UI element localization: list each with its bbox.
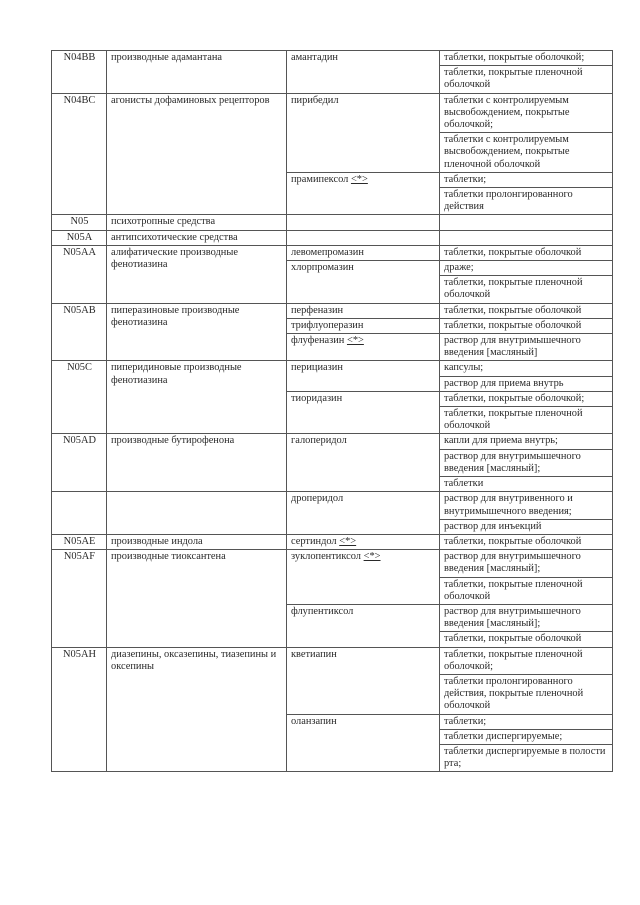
dosage-form: таблетки с контролируемым высвобождением, покрытые оболочкой;: [444, 94, 570, 131]
drug-name: оланзапин: [291, 715, 337, 727]
atc-code-cell: N05AE: [52, 534, 107, 549]
atc-code-cell: N05: [52, 215, 107, 230]
dosage-form: таблетки, покрытые пленочной оболочкой: [440, 65, 612, 91]
table-row: [52, 550, 613, 605]
drug-name: тиоридазин: [291, 392, 343, 404]
dosage-forms-cell: [440, 391, 613, 434]
drug-name-cell: [287, 714, 440, 772]
drug-list-table: [51, 50, 613, 772]
drug-name-cell: [287, 361, 440, 391]
table-row: [52, 215, 613, 230]
dosage-forms-cell: [440, 230, 613, 245]
drug-name-cell: [287, 172, 440, 215]
dosage-forms-cell: [440, 361, 613, 391]
dosage-form: раствор для внутривенного и внутримышечного введения;: [444, 493, 573, 517]
drug-name: флупентиксол: [291, 605, 354, 617]
table-body: [52, 51, 613, 772]
drug-name-cell: [287, 434, 440, 492]
group-name-cell: производные бутирофенона: [107, 434, 287, 492]
dosage-form: таблетки;: [444, 173, 487, 185]
dosage-forms-cell: [440, 434, 613, 492]
dosage-form: раствор для внутримышечного введения [масляный];: [444, 605, 581, 630]
dosage-forms-cell: [440, 534, 613, 549]
group-name-cell: пиперидиновые производные фенотиазина: [107, 361, 287, 434]
dosage-form: таблетки диспергируемые в полости рта;: [440, 744, 612, 770]
dosage-form: капсулы;: [444, 362, 484, 374]
drug-name: трифлуоперазин: [291, 319, 364, 331]
dosage-form: таблетки пролонгированного действия, покрытые пленочной оболочкой: [440, 674, 612, 713]
dosage-form: таблетки, покрытые пленочной оболочкой: [440, 275, 612, 301]
drug-name-cell: [287, 230, 440, 245]
drug-name-cell: [287, 334, 440, 361]
drug-name: левомепромазин: [291, 246, 364, 258]
dosage-forms-cell: [440, 334, 613, 361]
drug-name-cell: [287, 604, 440, 647]
dosage-forms-cell: [440, 172, 613, 215]
dosage-forms-cell: [440, 604, 613, 647]
drug-name: сертиндол: [291, 535, 337, 547]
drug-name-cell: [287, 93, 440, 172]
dosage-form: капли для приема внутрь;: [444, 435, 558, 447]
dosage-form: раствор для приема внутрь: [440, 376, 612, 390]
dosage-form: раствор для инъекций: [440, 519, 612, 533]
drug-name-cell: [287, 245, 440, 260]
atc-code-cell: N05AH: [52, 647, 107, 772]
drug-name: флуфеназин: [291, 335, 345, 347]
dosage-forms-cell: [440, 303, 613, 318]
dosage-form: драже;: [444, 262, 474, 274]
drug-name: перфеназин: [291, 304, 344, 316]
dosage-form: таблетки, покрытые оболочкой: [444, 535, 582, 547]
table-row: [52, 492, 613, 535]
drug-name-cell: [287, 215, 440, 230]
drug-name-cell: [287, 318, 440, 333]
footnote-marker: <*>: [363, 551, 381, 563]
dosage-form: таблетки с контролируемым высвобождением, покрытые пленочной оболочкой: [440, 132, 612, 171]
footnote-marker: <*>: [339, 535, 357, 547]
dosage-forms-cell: [440, 261, 613, 304]
drug-name: зуклопентиксол: [291, 551, 361, 563]
group-name-cell: производные тиоксантена: [107, 550, 287, 647]
drug-name-cell: [287, 647, 440, 714]
atc-code-cell: N05AB: [52, 303, 107, 361]
table-row: [52, 647, 613, 714]
drug-name: галоперидол: [291, 435, 347, 447]
atc-code-cell: N05AF: [52, 550, 107, 647]
drug-name: хлорпромазин: [291, 262, 354, 274]
table-row: [52, 534, 613, 549]
drug-name: дроперидол: [291, 493, 344, 505]
drug-name-cell: [287, 391, 440, 434]
drug-name: прамипексол: [291, 173, 349, 185]
drug-name: пирибедил: [291, 94, 339, 106]
dosage-forms-cell: [440, 492, 613, 535]
dosage-form: таблетки, покрытые оболочкой: [440, 631, 612, 645]
drug-name-cell: [287, 534, 440, 549]
group-name-cell: психотропные средства: [107, 215, 287, 230]
drug-name-cell: [287, 303, 440, 318]
dosage-form: таблетки, покрытые оболочкой: [444, 319, 582, 331]
table-row: [52, 361, 613, 391]
table-row: [52, 230, 613, 245]
dosage-forms-cell: [440, 318, 613, 333]
dosage-form: раствор для внутримышечного введения [масляный];: [444, 551, 581, 575]
dosage-form: таблетки, покрытые пленочной оболочкой: [440, 577, 612, 603]
table-row: [52, 303, 613, 318]
dosage-form: раствор для внутримышечного введения [масляный];: [440, 449, 612, 475]
group-name-cell: производные индола: [107, 534, 287, 549]
atc-code-cell: N05AA: [52, 245, 107, 303]
atc-code-cell: N04BB: [52, 51, 107, 94]
group-name-cell: антипсихотические средства: [107, 230, 287, 245]
dosage-form: таблетки, покрытые пленочной оболочкой;: [444, 648, 583, 672]
footnote-marker: <*>: [346, 335, 364, 347]
table-row: [52, 245, 613, 260]
atc-code-cell: N05C: [52, 361, 107, 434]
group-name-cell: диазепины, оксазепины, тиазепины и оксепины: [107, 647, 287, 772]
dosage-form: таблетки, покрытые пленочной оболочкой: [440, 406, 612, 432]
dosage-forms-cell: [440, 245, 613, 260]
dosage-form: таблетки пролонгированного действия: [440, 187, 612, 213]
table-row: [52, 51, 613, 94]
footnote-marker: <*>: [350, 173, 368, 185]
atc-code-cell: N05A: [52, 230, 107, 245]
dosage-forms-cell: [440, 714, 613, 772]
group-name-cell: производные адамантана: [107, 51, 287, 94]
dosage-form: таблетки диспергируемые;: [440, 729, 612, 743]
atc-code-cell: N04BC: [52, 93, 107, 215]
dosage-forms-cell: [440, 647, 613, 714]
group-name-cell: агонисты дофаминовых рецепторов: [107, 93, 287, 215]
dosage-form: таблетки, покрытые оболочкой;: [444, 392, 585, 404]
dosage-form: таблетки: [440, 476, 612, 490]
dosage-forms-cell: [440, 215, 613, 230]
dosage-form: таблетки;: [444, 715, 487, 727]
drug-name-cell: [287, 261, 440, 304]
table-row: [52, 93, 613, 172]
group-name-cell: пиперазиновые производные фенотиазина: [107, 303, 287, 361]
drug-name: кветиапин: [291, 648, 337, 660]
dosage-forms-cell: [440, 51, 613, 94]
drug-name-cell: [287, 550, 440, 605]
dosage-forms-cell: [440, 550, 613, 605]
drug-name-cell: [287, 51, 440, 94]
dosage-form: таблетки, покрытые оболочкой: [444, 246, 582, 258]
table-row: [52, 434, 613, 492]
dosage-forms-cell: [440, 93, 613, 172]
drug-name-cell: [287, 492, 440, 535]
atc-code-cell: [52, 492, 107, 535]
group-name-cell: алифатические производные фенотиазина: [107, 245, 287, 303]
dosage-form: раствор для внутримышечного введения [масляный]: [444, 335, 581, 359]
dosage-form: таблетки, покрытые оболочкой;: [444, 52, 585, 63]
dosage-form: таблетки, покрытые оболочкой: [444, 304, 582, 316]
drug-name: амантадин: [291, 52, 338, 63]
group-name-cell: [107, 492, 287, 535]
atc-code-cell: N05AD: [52, 434, 107, 492]
drug-name: перициазин: [291, 362, 343, 374]
